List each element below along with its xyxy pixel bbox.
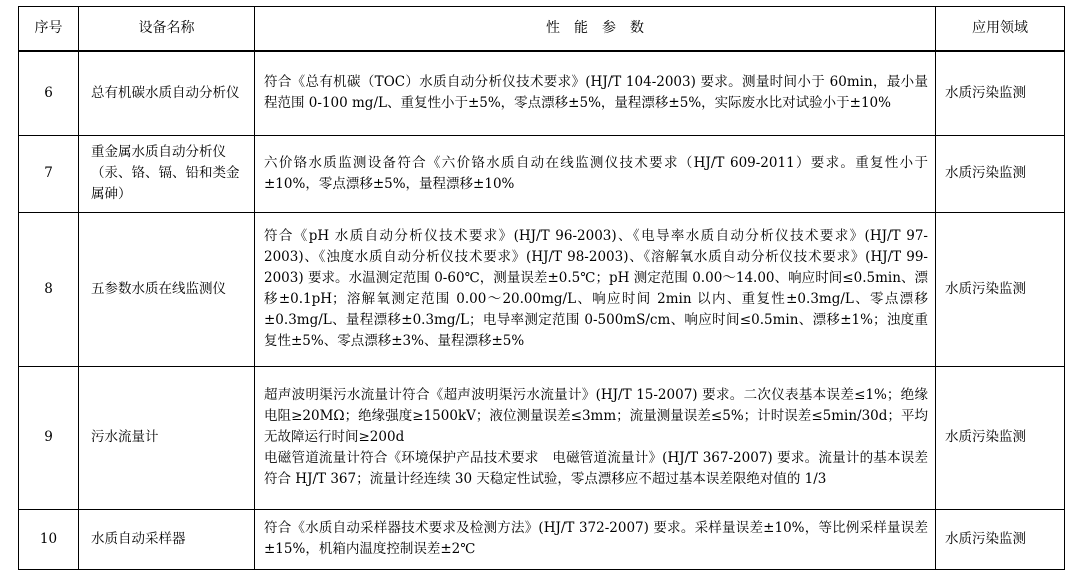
- row-field: 水质污染监测: [936, 509, 1065, 569]
- row-num: 10: [19, 509, 79, 569]
- row-params: [255, 212, 936, 366]
- param-text: 符合《pH 水质自动分析仪技术要求》(HJ/T 96-2003)、《电导率水质自动分析仪技术要求》(HJ/T 97-2003)、《浊度水质自动分析仪技术要求》(HJ/T 98-2003)、《溶解氧水质自动分析仪技术要求》(HJ/T 99-2003) 要求。水温测定范围 0-60℃，测量误差±0.5℃；pH 测定范围 0.00～14.00、响应时间≤0.5min、漂移±0.1pH；溶解氧测定范围 0.00～20.00mg/L、响应时间 2min 以内、重复性±0.3mg/L、零点漂移±0.3mg/L、量程漂移±0.3mg/L；电导率测定范围 0-500mS/cm、响应时间≤0.5min、漂移±1%；浊度重复性±5%、零点漂移±3%、量程漂移±5%: [264, 228, 928, 349]
- row-device-name: 重金属水质自动分析仪（汞、铬、镉、铅和类金属砷）: [79, 135, 255, 212]
- header-num: 序号: [19, 7, 79, 52]
- row-field: 水质污染监测: [936, 366, 1065, 509]
- row-params: [255, 135, 936, 212]
- row-params: [255, 51, 936, 135]
- row-num: 9: [19, 366, 79, 509]
- row-device-name: 总有机碳水质自动分析仪: [79, 51, 255, 135]
- table-row: [19, 51, 1065, 135]
- equipment-spec-table: [18, 6, 1065, 570]
- row-field: 水质污染监测: [936, 51, 1065, 135]
- table-header-row: [19, 7, 1065, 52]
- header-field: 应用领域: [936, 7, 1065, 52]
- table-row: [19, 366, 1065, 509]
- table-row: [19, 509, 1065, 569]
- row-num: 7: [19, 135, 79, 212]
- param-text: 超声波明渠污水流量计符合《超声波明渠污水流量计》(HJ/T 15-2007) 要求。二次仪表基本误差≤1%；绝缘电阻≥20MΩ；绝缘强度≥1500kV；液位测量误差≤3mm；流量测量误差≤5%；计时误差≤5min/30d；平均无故障运行时间≥200d: [264, 387, 928, 445]
- table-row: [19, 135, 1065, 212]
- spec-table-container: [18, 6, 1065, 570]
- param-text: 符合《水质自动采样器技术要求及检测方法》(HJ/T 372-2007) 要求。采样量误差±10%，等比例采样量误差±15%，机箱内温度控制误差±2℃: [264, 520, 928, 557]
- row-params: [255, 509, 936, 569]
- row-field: 水质污染监测: [936, 135, 1065, 212]
- header-name: 设备名称: [79, 7, 255, 52]
- param-text: 六价铬水质监测设备符合《六价铬水质自动在线监测仪技术要求（HJ/T 609-2011）要求。重复性小于±10%，零点漂移±5%，量程漂移±10%: [264, 154, 928, 192]
- row-field: 水质污染监测: [936, 212, 1065, 366]
- row-num: 6: [19, 51, 79, 135]
- row-num: 8: [19, 212, 79, 366]
- row-device-name: 水质自动采样器: [79, 509, 255, 569]
- header-params: 性 能 参 数: [255, 7, 936, 52]
- param-text: 符合《总有机碳（TOC）水质自动分析仪技术要求》(HJ/T 104-2003) 要求。测量时间小于 60min，最小量程范围 0-100 mg/L、重复性小于±5%，零点漂移±5%，量程漂移±5%，实际废水比对试验小于±10%: [264, 74, 928, 112]
- row-params: [255, 366, 936, 509]
- table-row: [19, 212, 1065, 366]
- param-text: 电磁管道流量计符合《环境保护产品技术要求 电磁管道流量计》(HJ/T 367-2007) 要求。流量计的基本误差符合 HJ/T 367；流量计经连续 30 天稳定性试验，零点漂移应不超过基本误差限绝对值的 1/3: [264, 450, 928, 487]
- row-device-name: 五参数水质在线监测仪: [79, 212, 255, 366]
- row-device-name: 污水流量计: [79, 366, 255, 509]
